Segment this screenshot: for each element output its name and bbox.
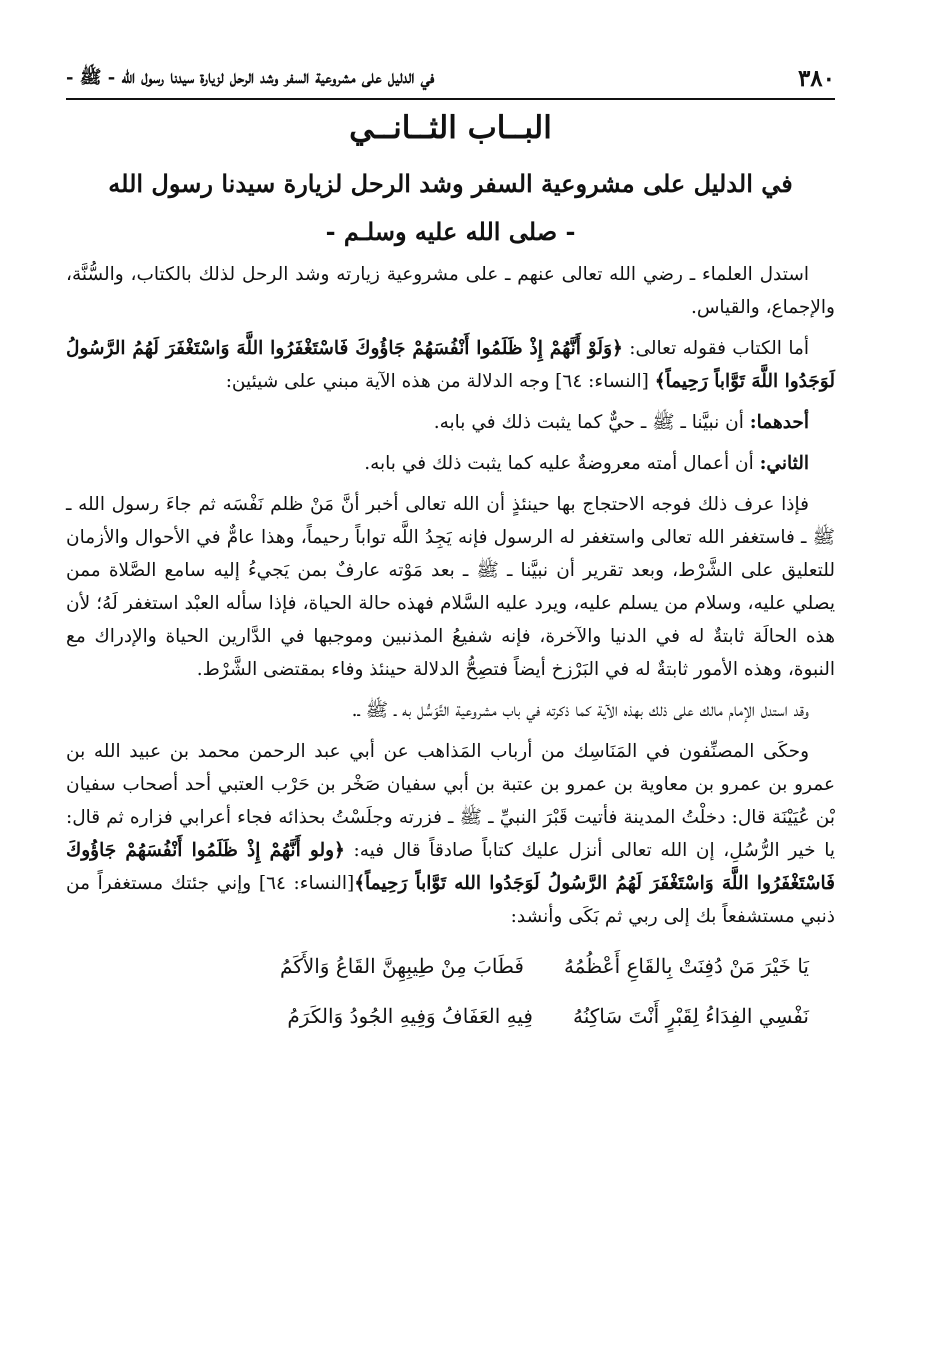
poem-verse: [66, 991, 809, 1041]
body-text: [66, 258, 835, 1041]
list-item-first: [66, 406, 835, 439]
running-title: في الدليل على مشروعية السفر وشد الرحل لزيارة سيدنا رسول الله - ﷺ -: [66, 67, 435, 88]
running-header: [66, 58, 835, 100]
narration-text: وحكَى المصنِّفون في المَنَاسِك من أرباب المَذاهب عن أبي عبد الرحمن محمد بن عبيد الله بن عمرو بن عمرو بن معاوية بن عمرو بن عتبة بن أبي سفيان صَخْر بن حَرْب العتبي أحد أصحاب سفيان بْن عُيَيْنَة قال: دخلْتُ المدينة فأتيت قَبْرَ النبيِّ ـ ﷺ ـ فزرته وجلَسْتُ بحذائه فجاء أعرابي فزاره ثم قال: يا خير الرُّسُلِ، إن الله تعالى أنزل عليك كتاباً صادقاً قال فيه:: [66, 741, 835, 861]
paragraph-argument: فإذا عرف ذلك فوجه الاحتجاج بها حينئذٍ أن الله تعالى أخبر أنَّ مَنْ ظلم نَفْسَه ثم جاءَ رسول الله ـ ﷺ ـ فاستغفر الله تعالى واستغفر له الرسول فإنه يَجِدُ اللَّه تواباً رحيماً، وهذا عامٌّ في الأحوال والأزمان للتعليق على الشَّرْط، وبعد تقرير أن نبيَّنا ـ ﷺ ـ بعد مَوْته عارفٌ بمن يَجيءُ إليه سامع الصَّلاة ممن يصلي عليه، وسلام من يسلم عليه، ويرد عليه السَّلام فهذه حالة الحياة، فإذا سأله العبْد استغفر لَهُ؛ لأن هذه الحالَة ثابتةٌ له في الدنيا والآخرة، فإنه شفيعُ المذنبين وموجبها في الدَّارين الحياة والإدراك مع النبوة، وهذه الأمور ثابتةٌ له في البَرْزخ أيضاً فتصِحُّ الدلالة حينئذ وفاء بمقتضى الشَّرْط.: [66, 494, 835, 680]
paragraph-quran-evidence: [66, 332, 835, 398]
poem: [66, 941, 835, 1041]
poem-hemistich-first: يَا خَيْرَ مَنْ دُفِنَتْ بِالقَاعِ أَعْظُمُهُ: [563, 953, 809, 978]
narration-rest: [النساء: ٦٤] وإني جئتك مستغفراً من ذنبي مستشفعاً بك إلى ربي ثم بَكَى وأنشد:: [66, 873, 835, 927]
list-item-label: الثاني:: [759, 453, 809, 474]
list-item-text: أن أعمال أمته معروضةٌ عليه كما يثبت ذلك في بابه.: [364, 453, 760, 474]
paragraph-imam-malik: وقد استدل الإمام مالك على ذلك بهذه الآية كما ذكرته في باب مشروعية التَّوَسُّل به ـ ﷺ ـ.: [351, 700, 809, 721]
paragraph-quran-intro: أما الكتاب فقوله تعالى:: [622, 338, 810, 359]
list-item-text: أن نبيَّنا ـ ﷺ ـ حيٌّ كما يثبت ذلك في بابه.: [433, 412, 750, 433]
chapter-title: البــاب الثــانــي: [349, 110, 552, 146]
paragraph-utbi-narration: [66, 735, 835, 933]
list-item-label: أحدهما:: [749, 412, 809, 433]
chapter-subtitle-line-2: - صلى الله عليه وسلـم -: [325, 217, 576, 246]
poem-hemistich-second: فَطَابَ مِنْ طِيبِهِنَّ القَاعُ وَالأَكَمُ: [280, 953, 524, 978]
poem-hemistich-second: فِيهِ العَفَافُ وَفِيهِ الجُودُ وَالكَرَمُ: [287, 1003, 533, 1028]
paragraph-quran-rest: [النساء: ٦٤] وجه الدلالة من هذه الآية مبني على شيئين:: [225, 371, 655, 392]
list-item-second: [66, 447, 835, 480]
paragraph-intro: استدل العلماء ـ رضي الله تعالى عنهم ـ على مشروعية زيارته وشد الرحل لذلك بالكتاب، والسُّنَّة، والإجماع، والقياس.: [66, 264, 835, 318]
quran-verse: ﴿ولو أَنَّهُمْ إِذْ ظَلَمُوا أَنْفُسَهُمْ جَاؤُوكَ فَاسْتَغْفَرُوا اللَّهَ وَاسْتَغْفَرَ لَهُمُ الرَّسُولُ لَوَجَدُوا الله تَوَّاباً رَحِيماً﴾: [66, 840, 835, 894]
chapter-subtitle-line-1: في الدليل على مشروعية السفر وشد الرحل لزيارة سيدنا رسول الله: [108, 169, 793, 198]
chapter-subtitle: [66, 160, 835, 256]
page-number: ٣٨٠: [797, 65, 835, 92]
quran-verse: ﴿وَلَوْ أَنَّهُمْ إِذْ ظَلَمُوا أَنْفُسَهُمْ جَاؤُوكَ فَاسْتَغْفَرُوا اللَّهَ وَاسْتَغْفَرَ لَهُمُ الرَّسُولُ لَوَجَدُوا اللَّهَ تَوَّاباً رَحِيماً﴾: [66, 338, 835, 392]
poem-verse: [66, 941, 809, 991]
poem-hemistich-first: نَفْسِي الفِدَاءُ لِقَبْرٍ أَنْتَ سَاكِنُهُ: [572, 1003, 809, 1028]
